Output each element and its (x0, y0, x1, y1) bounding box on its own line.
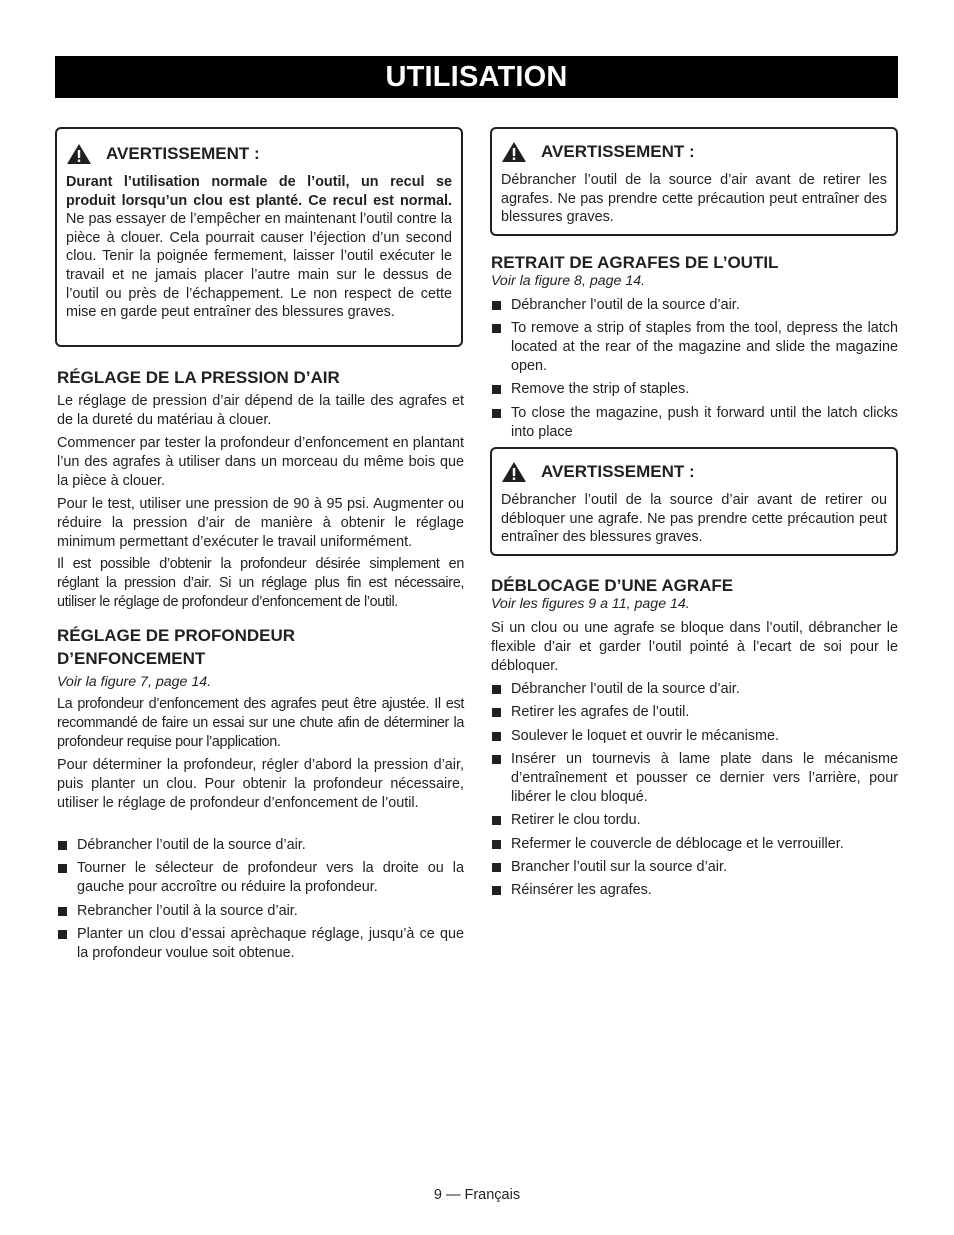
list-item: Retirer les agrafes de l’outil. (491, 703, 898, 722)
list-item: Brancher l’outil sur la source d’air. (491, 858, 898, 877)
figure-reference: Voir la figure 7, page 14. (57, 674, 212, 690)
depth-steps-list (57, 836, 464, 967)
bullet-square-icon (492, 409, 501, 418)
bullet-square-icon (492, 863, 501, 872)
warning-text: Débrancher l’outil de la source d’air avant de retirer les agrafes. Ne pas prendre cette précaution peut entraîner des blessures graves. (501, 172, 887, 226)
warning-triangle-icon (66, 143, 92, 165)
figure-reference: Voir la figure 8, page 14. (491, 273, 646, 289)
unjam-steps-list (491, 680, 898, 905)
warning-triangle-icon (501, 461, 527, 483)
warning-text (66, 173, 452, 322)
warning-heading: AVERTISSEMENT : (66, 143, 452, 165)
page-number-footer: 9 — Français (433, 1187, 521, 1203)
bullet-square-icon (58, 841, 67, 850)
section-heading-air-pressure: RÉGLAGE DE LA PRESSION D’AIR (57, 368, 340, 387)
section-heading-unjam: DÉBLOCAGE D’UNE AGRAFE (491, 576, 734, 595)
list-item: Réinsérer les agrafes. (491, 881, 898, 900)
bullet-square-icon (492, 301, 501, 310)
bullet-square-icon (492, 886, 501, 895)
section-heading-depth: RÉGLAGE DE PROFONDEUR D’ENFONCEMENT (57, 626, 296, 668)
list-item: Rebrancher l’outil à la source d’air. (57, 902, 464, 921)
list-item: Débrancher l’outil de la source d’air. (57, 836, 464, 855)
figure-reference: Voir les figures 9 a 11, page 14. (491, 596, 690, 612)
list-item: Débrancher l’outil de la source d’air. (491, 680, 898, 699)
warning-heading: AVERTISSEMENT : (501, 141, 887, 163)
bullet-square-icon (492, 840, 501, 849)
warning-triangle-icon (501, 141, 527, 163)
warning-box-unjam (490, 447, 898, 556)
list-item: Débrancher l’outil de la source d’air. (491, 296, 898, 315)
paragraph: La profondeur d’enfoncement des agrafes peut être ajustée. Il est recommandé de faire un essai sur une chute afin de déterminer la profondeur requise pour l’application. (57, 696, 464, 750)
list-item: Insérer un tournevis à lame plate dans le mécanisme d’entraînement et pousser ce dernier vers l’arrière, pour libérer le clou bloqué. (491, 750, 898, 806)
section-heading-removal: RETRAIT DE AGRAFES DE L’OUTIL (491, 253, 779, 272)
warning-heading: AVERTISSEMENT : (501, 461, 887, 483)
bullet-square-icon (492, 732, 501, 741)
warning-bold-text: Durant l’utilisation normale de l’outil, un recul se produit lorsqu’un clou est planté. Ce recul est normal. (66, 174, 452, 209)
warning-box-recoil (55, 127, 463, 347)
paragraph: Commencer par tester la profondeur d’enfoncement en plantant l’un des agrafes à utiliser dans un morceau du même bois que la pièce à clouer. (57, 435, 464, 489)
paragraph: Pour déterminer la profondeur, régler d’abord la pression d’air, puis planter un clou. Pour obtenir la profondeur nécessaire, utiliser le réglage de profondeur d’enfoncement de l’outil. (57, 757, 464, 811)
list-item: Tourner le sélecteur de profondeur vers la droite ou la gauche pour accroître ou réduire la profondeur. (57, 859, 464, 897)
bullet-square-icon (492, 685, 501, 694)
list-item: Remove the strip of staples. (491, 380, 898, 399)
bullet-square-icon (492, 708, 501, 717)
bullet-square-icon (492, 324, 501, 333)
list-item: To close the magazine, push it forward until the latch clicks into place (491, 404, 898, 442)
paragraph: Il est possible d’obtenir la profondeur désirée simplement en réglant la pression d’air. Si un réglage plus fin est nécessaire, utiliser le réglage de profondeur d’enfoncement de l’outil. (57, 556, 464, 610)
warning-box-remove-staples (490, 127, 898, 236)
bullet-square-icon (58, 864, 67, 873)
paragraph: Si un clou ou une agrafe se bloque dans l’outil, débrancher le flexible d’air et garder l’outil pointé à l’ecart de soi pour le débloquer. (491, 620, 898, 674)
list-item: Soulever le loquet et ouvrir le mécanisme. (491, 727, 898, 746)
removal-steps-list (491, 296, 898, 446)
list-item: To remove a strip of staples from the tool, depress the latch located at the rear of the magazine and slide the magazine open. (491, 319, 898, 375)
warning-text: Débrancher l’outil de la source d’air avant de retirer ou débloquer une agrafe. Ne pas prendre cette précaution peut entraîner des blessures graves. (501, 492, 887, 546)
page-title: UTILISATION (55, 56, 898, 98)
bullet-square-icon (58, 907, 67, 916)
list-item: Retirer le clou tordu. (491, 811, 898, 830)
warning-body-text: Ne pas essayer de l’empêcher en maintenant l’outil contre la pièce à clouer. Cela pourrait causer l’éjection d’un second clou. Tenir la poignée fermement, laisser l’outil exécuter le travail et ne jamais placer l’autre main sur le dessus de l’outil ou près de l’échappement. Le non respect de cette mise en garde peut entraîner des blessures graves. (66, 211, 452, 321)
list-item: Refermer le couvercle de déblocage et le verrouiller. (491, 835, 898, 854)
bullet-square-icon (492, 755, 501, 764)
paragraph: Le réglage de pression d’air dépend de la taille des agrafes et de la dureté du matériau à clouer. (57, 393, 464, 428)
bullet-square-icon (492, 816, 501, 825)
paragraph: Pour le test, utiliser une pression de 90 à 95 psi. Augmenter ou réduire la pression d’air de manière à obtenir le réglage minimum permettant d’exécuter le travail uniformément. (57, 496, 464, 550)
list-item: Planter un clou d’essai aprèchaque réglage, jusqu’à ce que la profondeur voulue soit obtenue. (57, 925, 464, 963)
bullet-square-icon (492, 385, 501, 394)
bullet-square-icon (58, 930, 67, 939)
